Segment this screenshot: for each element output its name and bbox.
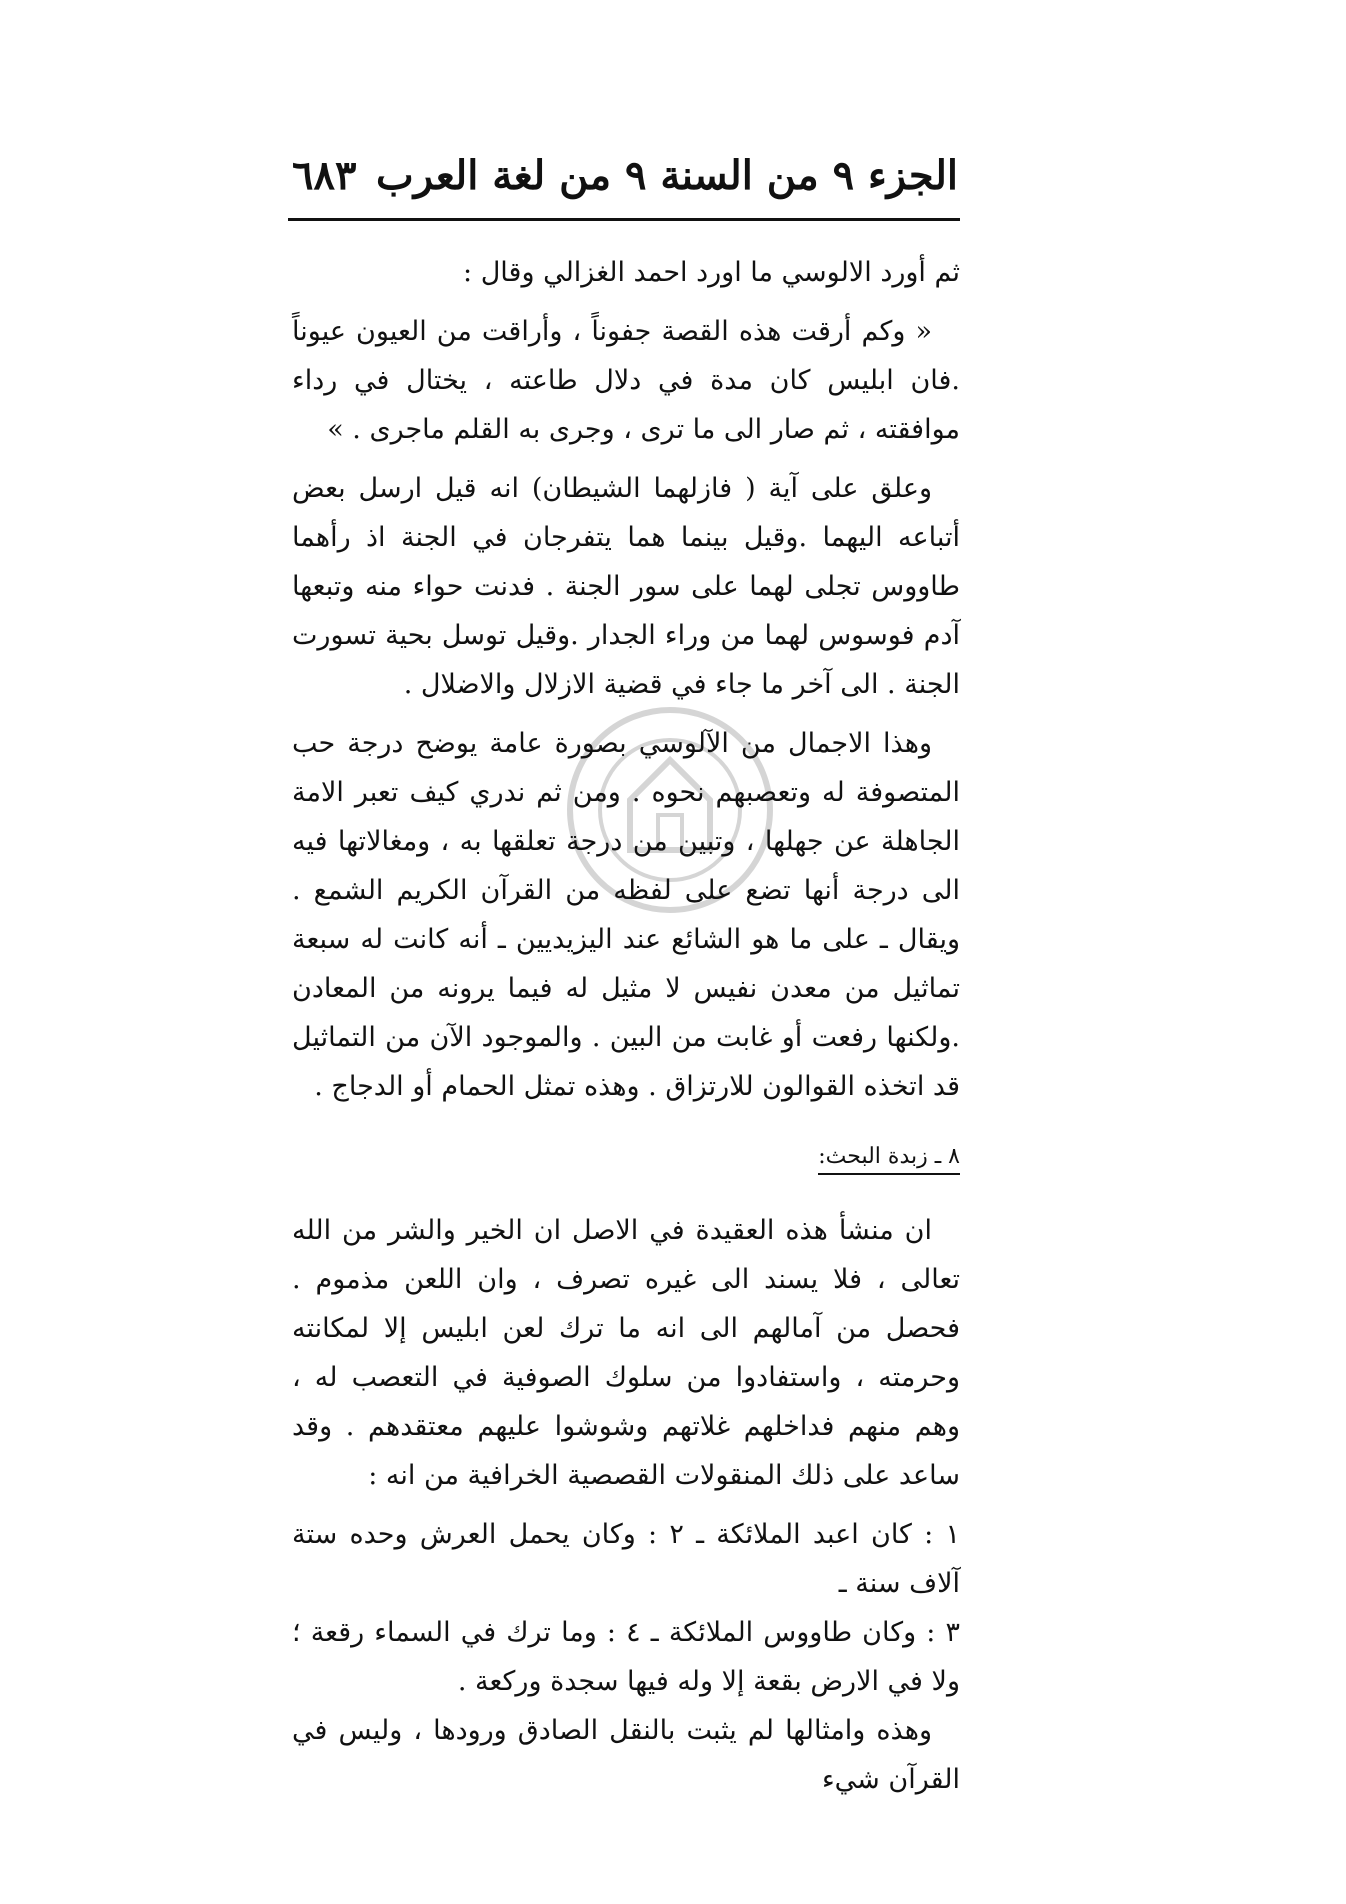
header-rule [288,218,960,221]
running-header [290,148,958,218]
journal-title: الجزء ٩ من السنة ٩ من لغة العرب [376,152,958,199]
paragraph: ثم أورد الالوسي ما اورد احمد الغزالي وقال : [463,257,960,288]
list-item: ٣ : وكان طاووس الملائكة ـ ٤ : وما ترك في السماء رقعة ؛ ولا في الارض بقعة إلا وله فيها سجدة وركعة . [292,1617,960,1697]
paragraph: ان منشأ هذه العقيدة في الاصل ان الخير والشر من الله تعالى ، فلا يسند الى غيره تصرف ، وان اللعن مذموم . فحصل من آمالهم الى انه ما ترك لعن ابليس إلا لمكانته وحرمته ، واستفادوا من سلوك الصوفية في التعصب له ، وهم منهم فداخلهم غلاتهم وشوشوا عليهم معتقدهم . وقد ساعد على ذلك المنقولات القصصية الخرافية من انه : [292,1215,960,1491]
paragraph: وعلق على آية ( فازلهما الشيطان) انه قيل ارسل بعض أتباعه اليهما .وقيل بينما هما يتفرجان في الجنة اذ رأهما طاووس تجلى لهما على سور الجنة . فدنت حواء منه وتبعها آدم فوسوس لهما من وراء الجدار .وقيل توسل بحية تسورت الجنة . الى آخر ما جاء في قضية الازلال والاضلال . [292,473,961,700]
list-item: ١ : كان اعبد الملائكة ـ ٢ : وكان يحمل العرش وحده ستة آلاف سنة ـ [292,1519,960,1599]
section-heading: ٨ ـ زبدة البحث: [818,1144,960,1175]
section-one-body [292,248,960,1121]
closing-paragraph: وهذه وامثالها لم يثبت بالنقل الصادق ورودها ، وليس في القرآن شيء [292,1715,960,1795]
quoted-paragraph: « وكم أرقت هذه القصة جفوناً ، وأراقت من العيون عيوناً .فان ابليس كان مدة في دلال طاعته ، يختال في رداء موافقته ، ثم صار الى ما ترى ، وجرى به القلم ماجرى . » [292,316,960,445]
paragraph: وهذا الاجمال من الآلوسي بصورة عامة يوضح درجة حب المتصوفة له وتعصبهم نحوه . ومن ثم ندري كيف تعبر الامة الجاهلة عن جهلها ، وتبين من درجة تعلقها به ، ومغالاتها فيه الى درجة أنها تضع على لفظه من القرآن الكريم الشمع . ويقال ـ على ما هو الشائع عند اليزيديين ـ أنه كانت له سبعة تماثيل من معدن نفيس لا مثيل له فيما يرونه من المعادن .ولكنها رفعت أو غابت من البين . والموجود الآن من التماثيل قد اتخذه القوالون للارتزاق . وهذه تمثل الحمام أو الدجاج . [292,728,960,1102]
page-number: ٦٨٣ [292,152,357,199]
section-two-body [292,1206,960,1814]
